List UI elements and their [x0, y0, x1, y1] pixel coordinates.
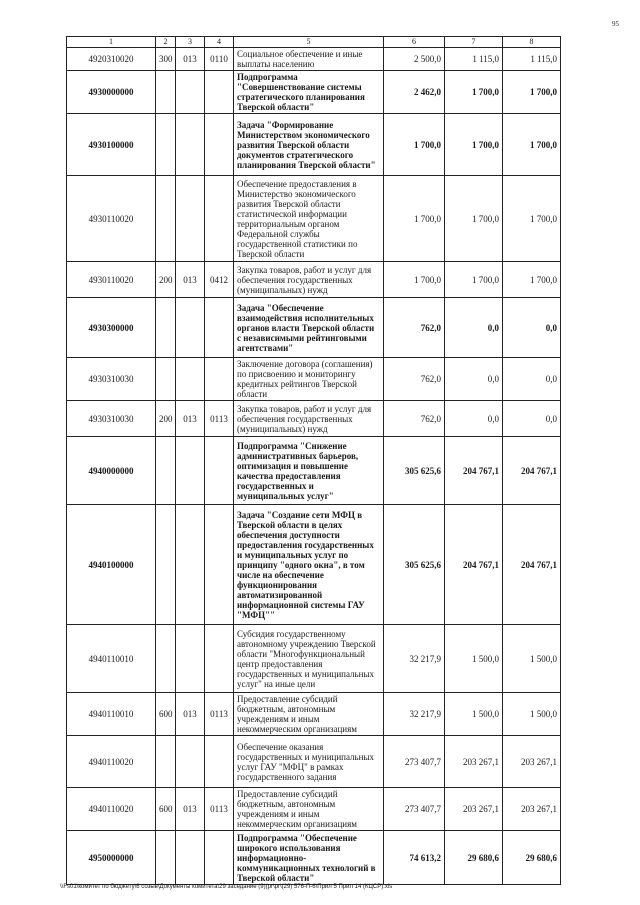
row-code: 4930100000 [67, 114, 156, 176]
row-value-col6: 2 500,0 [384, 48, 445, 71]
row-value-col6: 1 700,0 [384, 114, 445, 176]
row-value-col6: 32 217,9 [384, 693, 445, 736]
row-department: 013 [176, 788, 205, 831]
row-expense-type [156, 298, 176, 358]
row-value-col7: 1 500,0 [445, 693, 503, 736]
row-department: 013 [176, 693, 205, 736]
row-value-col7: 204 767,1 [445, 505, 503, 625]
row-value-col6: 1 700,0 [384, 176, 445, 262]
row-section [205, 505, 234, 625]
row-value-col8: 204 767,1 [503, 437, 561, 505]
row-section [205, 625, 234, 693]
row-description: Подпрограмма "Снижение административных барьеров, оптимизация и повышение качества предоставления государственных и муниципальных услуг" [234, 437, 384, 505]
row-value-col8: 1 115,0 [503, 48, 561, 71]
row-description: Закупка товаров, работ и услуг для обеспечения государственных (муниципальных) нужд [234, 262, 384, 298]
row-value-col7: 204 767,1 [445, 437, 503, 505]
row-value-col6: 762,0 [384, 358, 445, 401]
row-department [176, 831, 205, 885]
row-description: Подпрограмма "Обеспечение широкого использования информационно-коммуникационных технологий в Тверской области" [234, 831, 384, 885]
row-expense-type: 200 [156, 262, 176, 298]
row-expense-type: 600 [156, 693, 176, 736]
row-value-col7: 0,0 [445, 401, 503, 437]
row-section: 0110 [205, 48, 234, 71]
budget-table [66, 36, 561, 885]
row-expense-type: 200 [156, 401, 176, 437]
row-code: 4930000000 [67, 71, 156, 114]
row-code: 4940000000 [67, 437, 156, 505]
row-description: Задача "Создание сети МФЦ в Тверской области в целях обеспечения доступности предоставления государственных и муниципальных услуг по принципу "одного окна", в том числе на обеспечение функционирования автоматизированной информационной системы ГАУ "МФЦ"" [234, 505, 384, 625]
table-header-row [67, 37, 561, 48]
row-description: Задача "Обеспечение взаимодействия исполнительных органов власти Тверской области с независимыми рейтинговыми агентствами" [234, 298, 384, 358]
row-code: 4940110020 [67, 736, 156, 788]
row-expense-type [156, 114, 176, 176]
row-department [176, 71, 205, 114]
row-section: 0113 [205, 401, 234, 437]
row-description: Социальное обеспечение и иные выплаты населению [234, 48, 384, 71]
row-section [205, 71, 234, 114]
row-department: 013 [176, 48, 205, 71]
table-row [67, 48, 561, 71]
row-value-col6: 32 217,9 [384, 625, 445, 693]
row-description: Подпрограмма "Совершенствование системы стратегического планирования Тверской области" [234, 71, 384, 114]
row-value-col8: 204 767,1 [503, 505, 561, 625]
row-expense-type: 600 [156, 788, 176, 831]
column-header: 3 [176, 37, 205, 48]
row-value-col8: 1 700,0 [503, 71, 561, 114]
row-section: 0412 [205, 262, 234, 298]
row-value-col6: 762,0 [384, 401, 445, 437]
row-description: Предоставление субсидий бюджетным, автономным учреждениям и иным некоммерческим организациям [234, 693, 384, 736]
row-value-col7: 0,0 [445, 298, 503, 358]
row-value-col8: 0,0 [503, 401, 561, 437]
column-header: 4 [205, 37, 234, 48]
row-expense-type: 300 [156, 48, 176, 71]
row-section [205, 358, 234, 401]
row-section: 0113 [205, 693, 234, 736]
table-row [67, 437, 561, 505]
row-value-col7: 1 700,0 [445, 114, 503, 176]
row-code: 4940110020 [67, 788, 156, 831]
table-row [67, 625, 561, 693]
row-department [176, 437, 205, 505]
row-code: 4940110010 [67, 625, 156, 693]
column-header: 7 [445, 37, 503, 48]
row-section [205, 176, 234, 262]
row-value-col8: 0,0 [503, 298, 561, 358]
row-description: Субсидия государственному автономному учреждению Тверской области "Многофункциональный центр предоставления государственных и муниципальных услуг" на иные цели [234, 625, 384, 693]
row-expense-type [156, 831, 176, 885]
row-expense-type [156, 437, 176, 505]
row-code: 4930310030 [67, 401, 156, 437]
row-description: Обеспечение предоставления в Министерство экономического развития Тверской области статистической информации территориальным органом Федеральной службы государственной статистики по Тверской области [234, 176, 384, 262]
row-code: 4930300000 [67, 298, 156, 358]
row-department [176, 298, 205, 358]
row-section: 0113 [205, 788, 234, 831]
row-code: 4930110020 [67, 176, 156, 262]
row-value-col6: 2 462,0 [384, 71, 445, 114]
row-value-col7: 1 700,0 [445, 262, 503, 298]
row-value-col6: 1 700,0 [384, 262, 445, 298]
row-value-col7: 1 700,0 [445, 176, 503, 262]
column-header: 2 [156, 37, 176, 48]
row-code: 4940110010 [67, 693, 156, 736]
row-department [176, 358, 205, 401]
row-department [176, 736, 205, 788]
row-value-col8: 203 267,1 [503, 788, 561, 831]
table-row [67, 262, 561, 298]
column-header: 5 [234, 37, 384, 48]
row-description: Закупка товаров, работ и услуг для обеспечения государственных (муниципальных) нужд [234, 401, 384, 437]
table-row [67, 831, 561, 885]
row-code: 4930110020 [67, 262, 156, 298]
row-description: Задача "Формирование Министерством экономического развития Тверской области документов стратегического планирования Тверской области" [234, 114, 384, 176]
row-section [205, 831, 234, 885]
row-value-col8: 1 700,0 [503, 262, 561, 298]
row-code: 4930310030 [67, 358, 156, 401]
row-value-col6: 74 613,2 [384, 831, 445, 885]
table-row [67, 71, 561, 114]
row-value-col8: 1 500,0 [503, 625, 561, 693]
row-code: 4940100000 [67, 505, 156, 625]
row-value-col8: 1 500,0 [503, 693, 561, 736]
row-expense-type [156, 625, 176, 693]
table-row [67, 401, 561, 437]
row-expense-type [156, 505, 176, 625]
table-row [67, 298, 561, 358]
table-row [67, 505, 561, 625]
row-expense-type [156, 736, 176, 788]
row-value-col7: 203 267,1 [445, 736, 503, 788]
row-section [205, 736, 234, 788]
row-value-col8: 203 267,1 [503, 736, 561, 788]
column-header: 1 [67, 37, 156, 48]
row-value-col7: 29 680,6 [445, 831, 503, 885]
row-value-col8: 1 700,0 [503, 176, 561, 262]
row-expense-type [156, 358, 176, 401]
row-expense-type [156, 71, 176, 114]
row-code: 4920310020 [67, 48, 156, 71]
row-section [205, 298, 234, 358]
row-section [205, 114, 234, 176]
row-value-col6: 762,0 [384, 298, 445, 358]
row-value-col7: 1 700,0 [445, 71, 503, 114]
table-row [67, 358, 561, 401]
row-department: 013 [176, 262, 205, 298]
row-value-col8: 29 680,6 [503, 831, 561, 885]
file-path-footer: \\Fs01\комитет по бюджету\6 созыв\Документы комитета\29 заседание (9)(pr\pr\(29) 576-П-6\Прил 5 Прил 14 (КЦСР).xls [60, 884, 393, 890]
row-value-col8: 0,0 [503, 358, 561, 401]
column-header: 8 [503, 37, 561, 48]
row-description: Предоставление субсидий бюджетным, автономным учреждениям и иным некоммерческим организациям [234, 788, 384, 831]
table-row [67, 788, 561, 831]
row-value-col6: 273 407,7 [384, 736, 445, 788]
column-header: 6 [384, 37, 445, 48]
row-expense-type [156, 176, 176, 262]
table-row [67, 736, 561, 788]
row-department [176, 625, 205, 693]
row-department [176, 114, 205, 176]
row-department [176, 176, 205, 262]
row-value-col7: 203 267,1 [445, 788, 503, 831]
row-department: 013 [176, 401, 205, 437]
row-value-col7: 0,0 [445, 358, 503, 401]
row-department [176, 505, 205, 625]
row-code: 4950000000 [67, 831, 156, 885]
page-number: 95 [612, 20, 619, 28]
row-description: Заключение договора (соглашения) по присвоению и мониторингу кредитных рейтингов Тверской области [234, 358, 384, 401]
table-row [67, 114, 561, 176]
row-value-col6: 305 625,6 [384, 505, 445, 625]
row-value-col6: 305 625,6 [384, 437, 445, 505]
row-section [205, 437, 234, 505]
row-value-col7: 1 500,0 [445, 625, 503, 693]
table-row [67, 693, 561, 736]
row-value-col6: 273 407,7 [384, 788, 445, 831]
row-value-col8: 1 700,0 [503, 114, 561, 176]
table-row [67, 176, 561, 262]
row-value-col7: 1 115,0 [445, 48, 503, 71]
row-description: Обеспечение оказания государственных и муниципальных услуг ГАУ "МФЦ" в рамках государственного задания [234, 736, 384, 788]
